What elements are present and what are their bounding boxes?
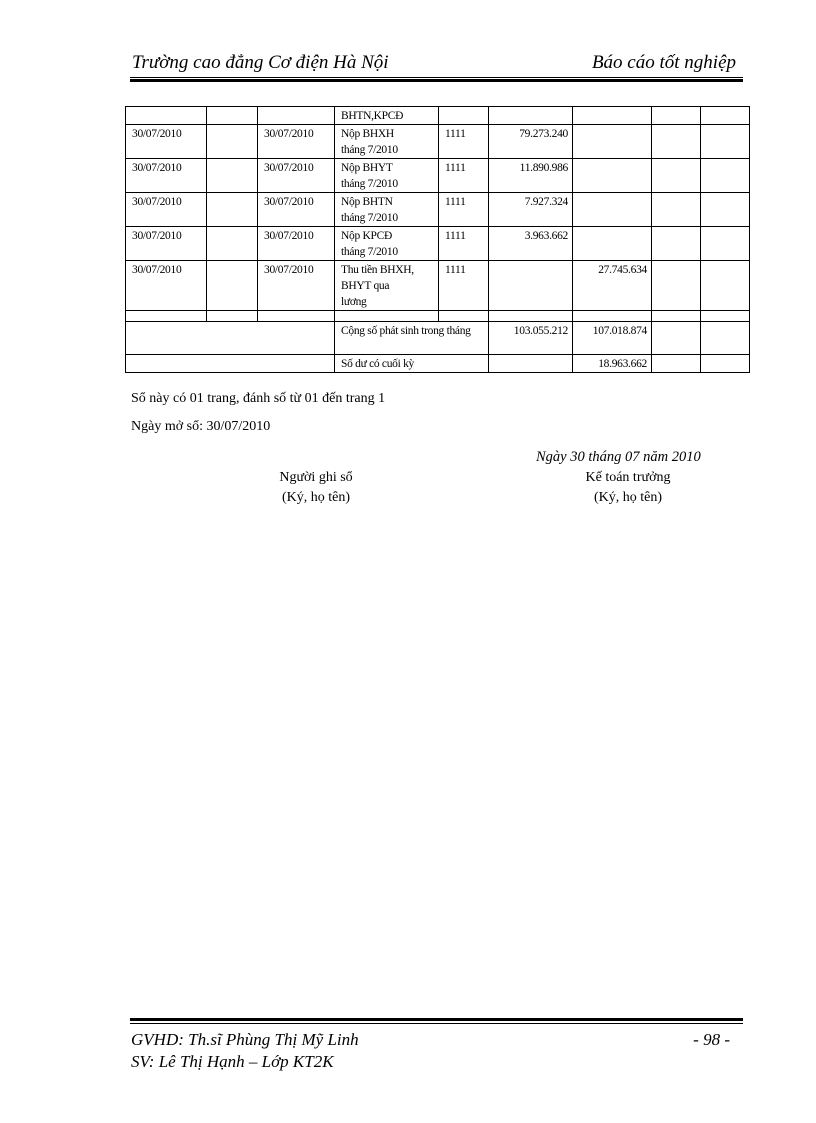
total-debit: 103.055.212	[489, 322, 573, 355]
table-cell	[489, 355, 573, 373]
table-cell	[207, 107, 258, 125]
table-cell	[701, 159, 750, 193]
table-cell: 30/07/2010	[258, 227, 335, 261]
recorder-title: Người ghi sổ	[279, 470, 353, 485]
table-cell	[701, 355, 750, 373]
table-cell	[573, 311, 652, 322]
report-title: Báo cáo tốt nghiệp	[591, 52, 736, 73]
table-cell: Nộp BHXH tháng 7/2010	[335, 125, 439, 159]
table-cell	[701, 193, 750, 227]
table-cell	[701, 311, 750, 322]
table-row	[126, 107, 750, 125]
table-row	[126, 125, 750, 159]
table-cell: 30/07/2010	[258, 193, 335, 227]
page-header	[130, 52, 742, 76]
table-cell	[652, 311, 701, 322]
table-cell	[701, 107, 750, 125]
total-label: Cộng số phát sinh trong tháng	[335, 322, 489, 355]
chief-accountant-sub: (Ký, họ tên)	[593, 490, 663, 505]
header-rule-thin	[130, 77, 743, 78]
recorder-sub: (Ký, họ tên)	[281, 490, 351, 505]
table-cell-empty	[126, 355, 335, 373]
recorder-signature	[236, 468, 396, 508]
table-cell: 30/07/2010	[126, 159, 207, 193]
table-row	[126, 311, 750, 322]
chief-accountant-title: Kế toán trưởng	[585, 470, 671, 485]
table-cell: 30/07/2010	[126, 227, 207, 261]
table-cell	[439, 107, 489, 125]
table-cell: Thu tiền BHXH, BHYT qua lương	[335, 261, 439, 311]
table-row	[126, 261, 750, 311]
total-row	[126, 322, 750, 355]
table-cell	[573, 107, 652, 125]
table-cell	[701, 227, 750, 261]
table-row	[126, 227, 750, 261]
table-cell: 1111	[439, 261, 489, 311]
table-cell	[652, 355, 701, 373]
table-cell: 30/07/2010	[258, 261, 335, 311]
ledger-table	[125, 106, 750, 373]
table-cell: 1111	[439, 227, 489, 261]
table-cell	[439, 311, 489, 322]
table-cell	[126, 311, 207, 322]
table-cell: Nộp KPCĐ tháng 7/2010	[335, 227, 439, 261]
table-cell	[573, 193, 652, 227]
table-cell	[489, 107, 573, 125]
table-cell	[573, 159, 652, 193]
footer-rule-thin	[130, 1023, 743, 1024]
student-line: SV: Lê Thị Hạnh – Lớp KT2K	[131, 1052, 334, 1071]
table-cell: 1111	[439, 125, 489, 159]
table-cell: Nộp BHTN tháng 7/2010	[335, 193, 439, 227]
table-cell: 30/07/2010	[126, 193, 207, 227]
table-cell	[489, 311, 573, 322]
table-cell: 30/07/2010	[126, 125, 207, 159]
closing-label: Số dư có cuối kỳ	[335, 355, 489, 373]
table-cell	[207, 193, 258, 227]
table-cell	[652, 125, 701, 159]
table-cell: 7.927.324	[489, 193, 573, 227]
table-cell	[573, 125, 652, 159]
table-cell: BHTN,KPCĐ	[335, 107, 439, 125]
table-cell: 30/07/2010	[258, 125, 335, 159]
table-cell	[207, 159, 258, 193]
table-cell	[701, 322, 750, 355]
table-cell	[701, 261, 750, 311]
total-credit: 107.018.874	[573, 322, 652, 355]
table-cell	[126, 107, 207, 125]
open-date-note: Ngày mở sổ: 30/07/2010	[131, 419, 271, 434]
table-cell	[652, 107, 701, 125]
table-cell	[489, 261, 573, 311]
table-cell	[335, 311, 439, 322]
signature-date: Ngày 30 tháng 07 năm 2010	[536, 449, 701, 465]
table-cell: 30/07/2010	[258, 159, 335, 193]
header-rule-thick	[130, 79, 743, 82]
table-cell	[652, 227, 701, 261]
table-row	[126, 193, 750, 227]
page-number: - 98 -	[693, 1030, 730, 1049]
table-cell: 79.273.240	[489, 125, 573, 159]
table-cell: 11.890.986	[489, 159, 573, 193]
table-cell-empty	[126, 322, 335, 355]
table-cell: 30/07/2010	[126, 261, 207, 311]
table-cell	[207, 261, 258, 311]
table-cell	[652, 322, 701, 355]
table-cell	[258, 107, 335, 125]
table-cell	[207, 311, 258, 322]
table-cell	[207, 227, 258, 261]
table-cell: 3.963.662	[489, 227, 573, 261]
table-cell	[258, 311, 335, 322]
table-cell	[652, 193, 701, 227]
table-cell	[701, 125, 750, 159]
page-count-note: Sổ này có 01 trang, đánh số từ 01 đến trang 1	[131, 391, 386, 406]
table-cell: 1111	[439, 159, 489, 193]
closing-credit: 18.963.662	[573, 355, 652, 373]
table-cell	[573, 227, 652, 261]
closing-row	[126, 355, 750, 373]
table-cell: 1111	[439, 193, 489, 227]
table-cell	[652, 159, 701, 193]
advisor-line: GVHD: Th.sĩ Phùng Thị Mỹ Linh	[131, 1030, 359, 1049]
table-cell	[207, 125, 258, 159]
school-name: Trường cao đẳng Cơ điện Hà Nội	[132, 52, 389, 73]
chief-accountant-signature	[548, 468, 708, 508]
table-row	[126, 159, 750, 193]
table-cell: 27.745.634	[573, 261, 652, 311]
table-cell: Nộp BHYT tháng 7/2010	[335, 159, 439, 193]
table-cell	[652, 261, 701, 311]
footer-rule-thick	[130, 1018, 743, 1021]
